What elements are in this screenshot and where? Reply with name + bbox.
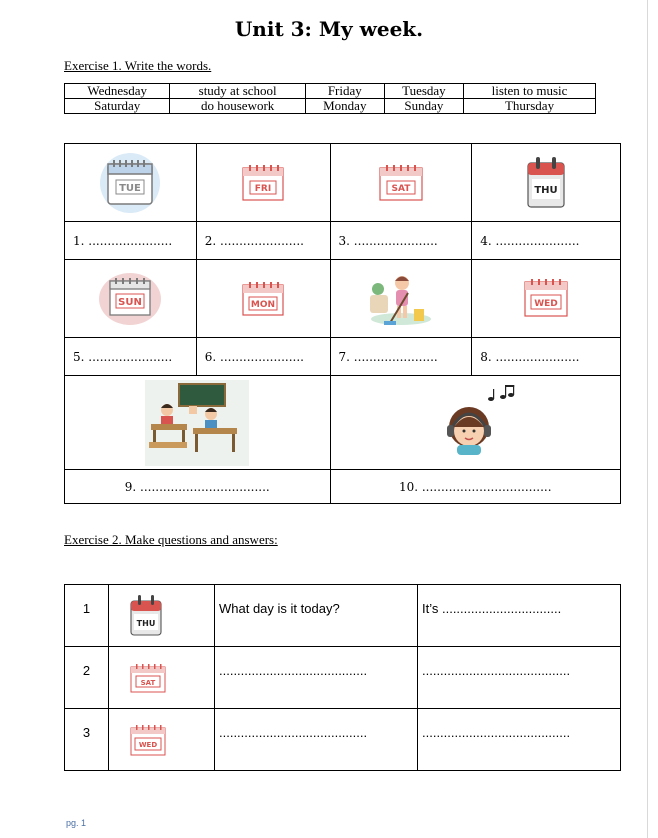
calendar-friday-icon <box>239 162 287 204</box>
page-title: Unit 3: My week. <box>234 17 424 41</box>
picture-cell-8 <box>472 260 621 338</box>
picture-cell-5 <box>65 260 197 338</box>
word-bank-row <box>65 99 596 114</box>
answer-blank-8[interactable]: 8. ...................... <box>472 338 621 376</box>
answer-blank-5[interactable]: 5. ...................... <box>65 338 197 376</box>
calendar-wednesday-icon <box>129 723 167 757</box>
word-bank-cell: Thursday <box>464 99 596 114</box>
qa-row <box>65 585 621 647</box>
answer-blank-2[interactable]: 2. ...................... <box>196 222 330 260</box>
page-number: pg. 1 <box>66 818 87 828</box>
exercise-1-heading: Exercise 1. Write the words. <box>64 58 212 73</box>
calendar-thursday-icon <box>524 153 568 213</box>
word-bank-cell: study at school <box>170 84 305 99</box>
word-bank-row <box>65 84 596 99</box>
picture-cell-6 <box>196 260 330 338</box>
word-bank-cell: Monday <box>305 99 384 114</box>
calendar-monday-icon <box>239 279 287 319</box>
word-bank-cell: do housework <box>170 99 305 114</box>
row-number: 2 <box>65 647 109 709</box>
picture-cell-1 <box>65 144 197 222</box>
row-day-label: SAT <box>140 678 156 687</box>
picture-cell-10 <box>330 376 620 470</box>
row-number: 1 <box>65 585 109 647</box>
girl-listening-to-music-icon <box>435 385 515 461</box>
qa-row <box>65 709 621 771</box>
calendar-sunday-icon <box>98 271 162 327</box>
answer-blank-7[interactable]: 7. ...................... <box>330 338 472 376</box>
word-bank-cell: Sunday <box>384 99 463 114</box>
calendar-friday-label: FRI <box>254 183 272 194</box>
question-text: What day is it today? <box>215 585 418 647</box>
row-day-label: THU <box>136 618 156 628</box>
answer-blank-4[interactable]: 4. ...................... <box>472 222 621 260</box>
answer-blank[interactable]: ......................................... <box>418 647 621 709</box>
answer-blank-1[interactable]: 1. ...................... <box>65 222 197 260</box>
music-notes-icon <box>488 385 514 401</box>
calendar-saturday-icon <box>376 162 426 204</box>
row-picture <box>109 647 215 709</box>
calendar-saturday-icon <box>129 662 167 694</box>
calendar-monday-label: MON <box>251 299 276 310</box>
qa-row <box>65 647 621 709</box>
calendar-thursday-icon <box>129 593 163 639</box>
word-bank-cell: listen to music <box>464 84 596 99</box>
calendar-wednesday-label: WED <box>534 298 558 309</box>
exercise-2-heading: Exercise 2. Make questions and answers: <box>64 532 278 547</box>
picture-grid <box>64 143 621 504</box>
word-bank-cell: Friday <box>305 84 384 99</box>
classroom-study-at-school-icon <box>145 380 249 466</box>
picture-cell-7 <box>330 260 472 338</box>
word-bank-cell: Wednesday <box>65 84 170 99</box>
row-number: 3 <box>65 709 109 771</box>
calendar-wednesday-icon <box>521 276 571 322</box>
calendar-sunday-label: SUN <box>118 296 143 308</box>
question-answer-table <box>64 584 621 771</box>
calendar-saturday-label: SAT <box>391 183 411 194</box>
calendar-tuesday-icon <box>94 150 166 216</box>
word-bank-cell: Tuesday <box>384 84 463 99</box>
answer-blank[interactable]: It’s ................................. <box>418 585 621 647</box>
answer-blank-3[interactable]: 3. ...................... <box>330 222 472 260</box>
word-bank-table <box>64 83 596 114</box>
calendar-tuesday-label: TUE <box>119 182 142 194</box>
answer-blank[interactable]: ......................................... <box>418 709 621 771</box>
word-bank-cell: Saturday <box>65 99 170 114</box>
housework-girl-mopping-icon <box>368 269 434 329</box>
answer-blank-9[interactable]: 9. .................................. <box>65 470 331 504</box>
row-picture <box>109 709 215 771</box>
picture-cell-4 <box>472 144 621 222</box>
calendar-thursday-label: THU <box>534 184 558 196</box>
picture-cell-3 <box>330 144 472 222</box>
answer-blank-6[interactable]: 6. ...................... <box>196 338 330 376</box>
row-picture <box>109 585 215 647</box>
answer-blank-10[interactable]: 10. .................................. <box>330 470 620 504</box>
row-day-label: WED <box>138 740 158 749</box>
question-blank[interactable]: ......................................... <box>215 647 418 709</box>
question-blank[interactable]: ......................................... <box>215 709 418 771</box>
picture-cell-2 <box>196 144 330 222</box>
picture-cell-9 <box>65 376 331 470</box>
